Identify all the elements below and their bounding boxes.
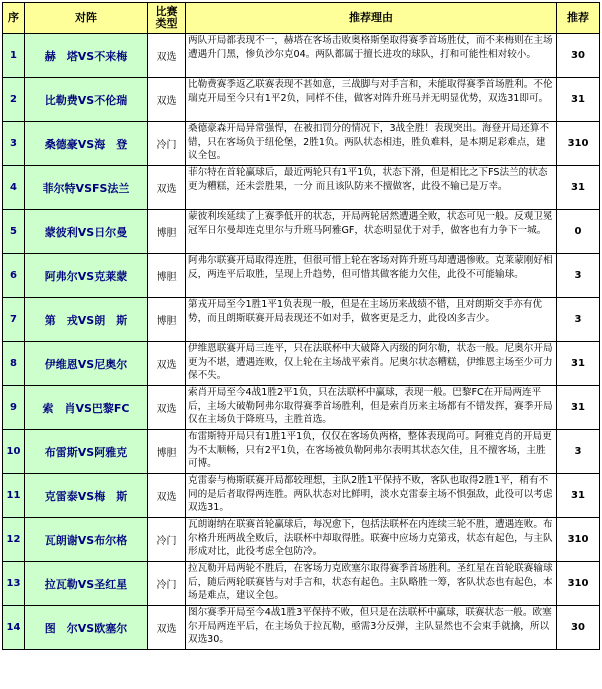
row-seq: 11 (3, 474, 25, 518)
table-row (3, 298, 600, 342)
row-type: 双选 (148, 386, 186, 430)
row-recommend: 31 (557, 78, 600, 122)
row-type: 双选 (148, 166, 186, 210)
row-reason: 图尔赛季开局至今4战1胜3平保持不败，但只是在法联杯中赢球，联赛状态一般。欧塞尔开局两连平后，在主场负于拉瓦勒，亟需3分反弹，主队显然也不会束手就擒，所以双选30。 (186, 606, 557, 650)
table-row (3, 166, 600, 210)
row-type: 博胆 (148, 210, 186, 254)
row-match: 蒙彼利VS日尔曼 (25, 210, 148, 254)
row-seq: 7 (3, 298, 25, 342)
row-type: 双选 (148, 474, 186, 518)
row-type: 双选 (148, 34, 186, 78)
row-seq: 13 (3, 562, 25, 606)
row-recommend: 3 (557, 254, 600, 298)
row-recommend: 31 (557, 166, 600, 210)
row-seq: 5 (3, 210, 25, 254)
header-reason: 推荐理由 (186, 3, 557, 34)
row-seq: 9 (3, 386, 25, 430)
row-reason: 桑德豪森开局异常强悍，在被扣罚分的情况下，3战全胜！表现突出。海登开局还算不错，只在客场负于纽伦堡，2胜1负。两队状态相违，胜负难料，是本期足彩难点，建议全包。 (186, 122, 557, 166)
row-reason: 瓦朗谢纳在联赛首轮赢球后，每况愈下，包括法联杯在内连续三轮不胜，遭遇连败。布尔格升班两战全败后，法联杯中却取得胜。联赛中应场力克第戎，状态有起色，与主队形成对比，此役考虑全包防冷。 (186, 518, 557, 562)
table-row (3, 430, 600, 474)
table-header-row (3, 3, 600, 34)
table-body (3, 34, 600, 650)
row-match: 拉瓦勒VS圣红星 (25, 562, 148, 606)
table-row (3, 34, 600, 78)
row-type: 博胆 (148, 430, 186, 474)
row-match: 桑德豪VS海 登 (25, 122, 148, 166)
row-recommend: 310 (557, 562, 600, 606)
row-reason: 两队开局都表现不一，赫塔在客场击败奥格斯堡取得赛季首场胜仗，而不来梅则在主场遭遇升门黑，惨负沙尔克04。两队都属于擅长进攻的球队，打和可能性相对较小。 (186, 34, 557, 78)
row-recommend: 310 (557, 518, 600, 562)
row-recommend: 30 (557, 606, 600, 650)
row-recommend: 0 (557, 210, 600, 254)
row-type: 双选 (148, 606, 186, 650)
table-row (3, 518, 600, 562)
table-row (3, 606, 600, 650)
row-type: 博胆 (148, 254, 186, 298)
table-row (3, 342, 600, 386)
table-row (3, 474, 600, 518)
row-reason: 比勒费赛季返乙联赛表现不甚如意，三战脚与对手言和，未能取得赛季首场胜利。不伦瑞克开局至今只有1平2负，同样不佳，做客对阵升班马并无明显优势，双选31即可。 (186, 78, 557, 122)
table-row (3, 562, 600, 606)
row-seq: 1 (3, 34, 25, 78)
row-seq: 10 (3, 430, 25, 474)
row-match: 菲尔特VSFS法兰 (25, 166, 148, 210)
row-type: 双选 (148, 78, 186, 122)
row-reason: 第戎开局至今1胜1平1负表现一般，但是在主场历来战绩不错，且对朗斯交手亦有优势，而且朗斯联赛开局表现还不如对手，做客更是乏力，此役凶多吉少。 (186, 298, 557, 342)
row-match: 图 尔VS欧塞尔 (25, 606, 148, 650)
row-recommend: 3 (557, 430, 600, 474)
row-seq: 3 (3, 122, 25, 166)
row-match: 布雷斯VS阿雅克 (25, 430, 148, 474)
row-reason: 克雷泰与梅斯联赛开局都较理想，主队2胜1平保持不败，客队也取得2胜1平，稍有不同的是后者取得两连胜。两队状态对比鲜明，淡水克雷泰主场不惧强敌，此役可以考虑双选31。 (186, 474, 557, 518)
row-match: 阿弗尔VS克莱蒙 (25, 254, 148, 298)
row-type: 双选 (148, 342, 186, 386)
row-seq: 4 (3, 166, 25, 210)
table-row (3, 210, 600, 254)
row-recommend: 30 (557, 34, 600, 78)
header-seq: 序 (3, 3, 25, 34)
row-seq: 2 (3, 78, 25, 122)
table-row (3, 78, 600, 122)
row-recommend: 31 (557, 342, 600, 386)
row-match: 赫 塔VS不来梅 (25, 34, 148, 78)
row-match: 瓦朗谢VS布尔格 (25, 518, 148, 562)
row-match: 索 肖VS巴黎FC (25, 386, 148, 430)
row-type: 冷门 (148, 518, 186, 562)
row-match: 比勒费VS不伦瑞 (25, 78, 148, 122)
row-recommend: 31 (557, 386, 600, 430)
row-reason: 索肖开局至今4战1胜2平1负，只在法联杯中赢球，表现一般。巴黎FC在开局两连平后，主场大破勒阿弗尔取得赛季首场胜利，但是索肖历来主场都有不错发挥，赛季开局仅在主场负于降班马，主胜首选。 (186, 386, 557, 430)
row-type: 博胆 (148, 298, 186, 342)
row-match: 伊维恩VS尼奥尔 (25, 342, 148, 386)
row-reason: 阿弗尔联赛开局取得连胜，但很可惜上轮在客场对阵升班马却遭遇惨败。克莱蒙刚好相反，两连平后取胜，呈现上升趋势，但可惜其做客能力欠佳，此役不可能输球。 (186, 254, 557, 298)
table-row (3, 386, 600, 430)
row-recommend: 310 (557, 122, 600, 166)
row-seq: 6 (3, 254, 25, 298)
row-match: 第 戎VS朗 斯 (25, 298, 148, 342)
row-seq: 8 (3, 342, 25, 386)
row-recommend: 3 (557, 298, 600, 342)
header-type (148, 3, 186, 34)
row-reason: 拉瓦勒开局两轮不胜后，在客场力克欧塞尔取得赛季首场胜利。圣红星在首轮联赛输球后，随后两轮联赛皆与对手言和，状态有起色。主队略胜一筹，客队状态也有起色，本场是难点，建议全包。 (186, 562, 557, 606)
row-type: 冷门 (148, 562, 186, 606)
header-recommend: 推荐 (557, 3, 600, 34)
row-reason: 伊维恩联赛开局三连平，只在法联杯中大破降入丙级的阿尔勒，状态一般。尼奥尔开局更为不堪，遭遇连败，仅上轮在主场战平索肖。尼奥尔状态糟糕，伊维恩主场至少可力保不失。 (186, 342, 557, 386)
table-row (3, 122, 600, 166)
header-type-line1: 比赛 (155, 5, 178, 18)
row-recommend: 31 (557, 474, 600, 518)
prediction-table (2, 2, 600, 650)
header-match: 对阵 (25, 3, 148, 34)
row-reason: 蒙彼利埃延续了上赛季低开的状态，开局两轮居然遭遇全败，状态可见一般。反观卫冕冠军日尔曼却连克里尔与升班马阿雅GF，状态明显优于对手，做客也有力争下一城。 (186, 210, 557, 254)
row-seq: 14 (3, 606, 25, 650)
row-reason: 菲尔特在首轮赢球后，最近两轮只有1平1负，状态下滑，但是相比之下FS法兰的状态更为糟糕，还未尝胜果，一分 而且该队防来不擅做客，此役不输已是万幸。 (186, 166, 557, 210)
header-type-line2: 类型 (155, 17, 178, 30)
row-reason: 布雷斯特开局只有1胜1平1负，仅仅在客场负两格，整体表现尚可。阿雅克肖的开局更为不太顺畅，只有2平1负，在客场被负勒阿弗尔表明其状态欠佳，且不擅客场，主胜可博。 (186, 430, 557, 474)
table-row (3, 254, 600, 298)
row-seq: 12 (3, 518, 25, 562)
row-match: 克雷泰VS梅 斯 (25, 474, 148, 518)
row-type: 冷门 (148, 122, 186, 166)
